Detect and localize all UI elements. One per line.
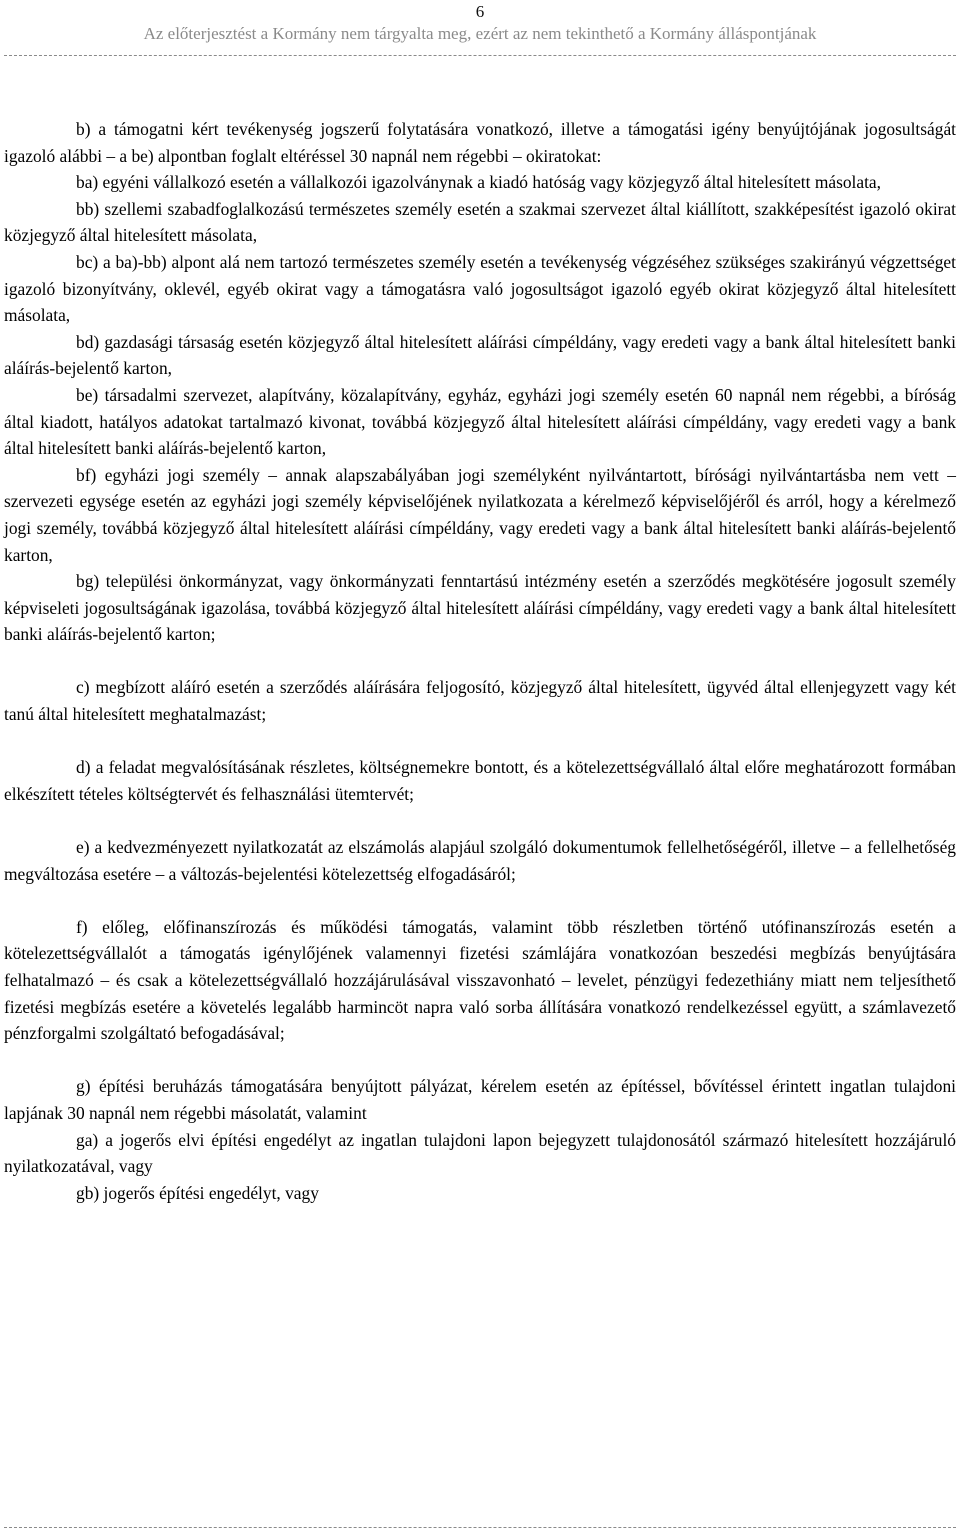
paragraph-e: e) a kedvezményezett nyilatkozatát az elszámolás alapjául szolgáló dokumentumok fellelhetőségéről, illetve – a fellelhetőség megváltozása esetére – a változás-bejelentési kötelezettség elfogadásáról;: [4, 837, 956, 884]
footer-divider: [4, 1527, 956, 1528]
page-number: 6: [475, 2, 485, 21]
paragraph-g: g) építési beruházás támogatására benyújtott pályázat, kérelem esetén az építéssel, bővítéssel érintett ingatlan tulajdoni lapjának 30 napnál nem régebbi másolatát, valamint: [4, 1076, 956, 1123]
paragraph-b: b) a támogatni kért tevékenység jogszerű folytatására vonatkozó, illetve a támogatási igény benyújtójának jogosultságát igazoló alábbi – a be) alpontban foglalt eltéréssel 30 napnál nem régebbi – okiratokat:: [4, 119, 956, 166]
paragraph-c: c) megbízott aláíró esetén a szerződés aláírására feljogosító, közjegyző által hitelesített, ügyvéd által ellenjegyzett vagy két tanú által hitelesített meghatalmazást;: [4, 677, 956, 725]
paragraph-bf: bf) egyházi jogi személy – annak alapszabályában jogi személyként nyilvántartott, bírósági nyilvántartásba nem vett – szervezeti egysége esetén az egyházi jogi személy képviselőjének nyilatkozata a kérelmező képviselőjéről és arról, hogy a kérelmező jogi személy, továbbá közjegyző által hitelesített aláírási címpéldány, vagy eredeti vagy a bank által hitelesített banki aláírás-bejelentő karton,: [4, 464, 956, 565]
header-divider: [4, 55, 956, 56]
document-body: [4, 116, 956, 1206]
paragraph-be: be) társadalmi szervezet, alapítvány, közalapítvány, egyház, egyházi jogi személy esetén 60 napnál nem régebbi, a bíróság által kiadott, hatályos adatokat tartalmazó kivonat, továbbá közjegyző által hitelesített aláírási címpéldány, vagy eredeti vagy a bank által hitelesített banki aláírás-bejelentő karton,: [4, 384, 956, 459]
paragraph-bc: bc) a ba)-bb) alpont alá nem tartozó természetes személy esetén a tevékenység végzéséhez szükséges szakirányú végzettséget igazoló bizonyítvány, oklevél, egyéb okirat vagy a támogatásra való jogosultságot igazoló egyéb okirat közjegyző által hitelesített másolata,: [4, 251, 956, 326]
header-notice: Az előterjesztést a Kormány nem tárgyalta meg, ezért az nem tekinthető a Kormány álláspontjának: [143, 24, 817, 43]
paragraph-gb: gb) jogerős építési engedélyt, vagy: [76, 1182, 319, 1203]
paragraph-bb: bb) szellemi szabadfoglalkozású természetes személy esetén a szakmai szervezet által kiállított, szakképesítést igazoló okirat közjegyző által hitelesített másolata,: [4, 198, 956, 246]
paragraph-d: d) a feladat megvalósításának részletes, költségnemekre bontott, és a kötelezettségvállaló által előre meghatározott formában elkészített tételes költségtervét és felhasználási ütemtervét;: [4, 757, 956, 804]
paragraph-ba: ba) egyéni vállalkozó esetén a vállalkozói igazolványnak a kiadó hatóság vagy közjegyző által hitelesített másolata,: [76, 172, 881, 193]
paragraph-bg: bg) települési önkormányzat, vagy önkormányzati fenntartású intézmény esetén a szerződés megkötésére jogosult személy képviseleti jogosultságának igazolása, továbbá közjegyző által hitelesített aláírási címpéldány, vagy eredeti vagy a bank által hitelesített banki aláírás-bejelentő karton;: [4, 571, 956, 645]
paragraph-ga: ga) a jogerős elvi építési engedélyt az ingatlan tulajdoni lapon bejegyzett tulajdonosától származó hitelesített hozzájáruló nyilatkozatával, vagy: [4, 1129, 956, 1177]
paragraph-f: f) előleg, előfinanszírozás és működési támogatás, valamint több részletben történő utófinanszírozás esetén a kötelezettségvállalót a támogatás igénylőjének valamennyi fizetési számlájára vonatkozóan beszedési megbízás benyújtására felhatalmazó – és csak a kötelezettségvállaló hozzájárulásával visszavonható – levelet, pénzügyi fedezethiány miatt nem teljesíthető fizetési megbízás esetére a követelés legalább harmincöt napra való sorba állítására vonatkozó rendelkezéssel együtt, a számlavezető pénzforgalmi szolgáltató befogadásával;: [4, 916, 956, 1044]
page-header: [0, 0, 960, 45]
paragraph-bd: bd) gazdasági társaság esetén közjegyző által hitelesített aláírási címpéldány, vagy eredeti vagy a bank által hitelesített banki aláírás-bejelentő karton,: [4, 331, 956, 379]
